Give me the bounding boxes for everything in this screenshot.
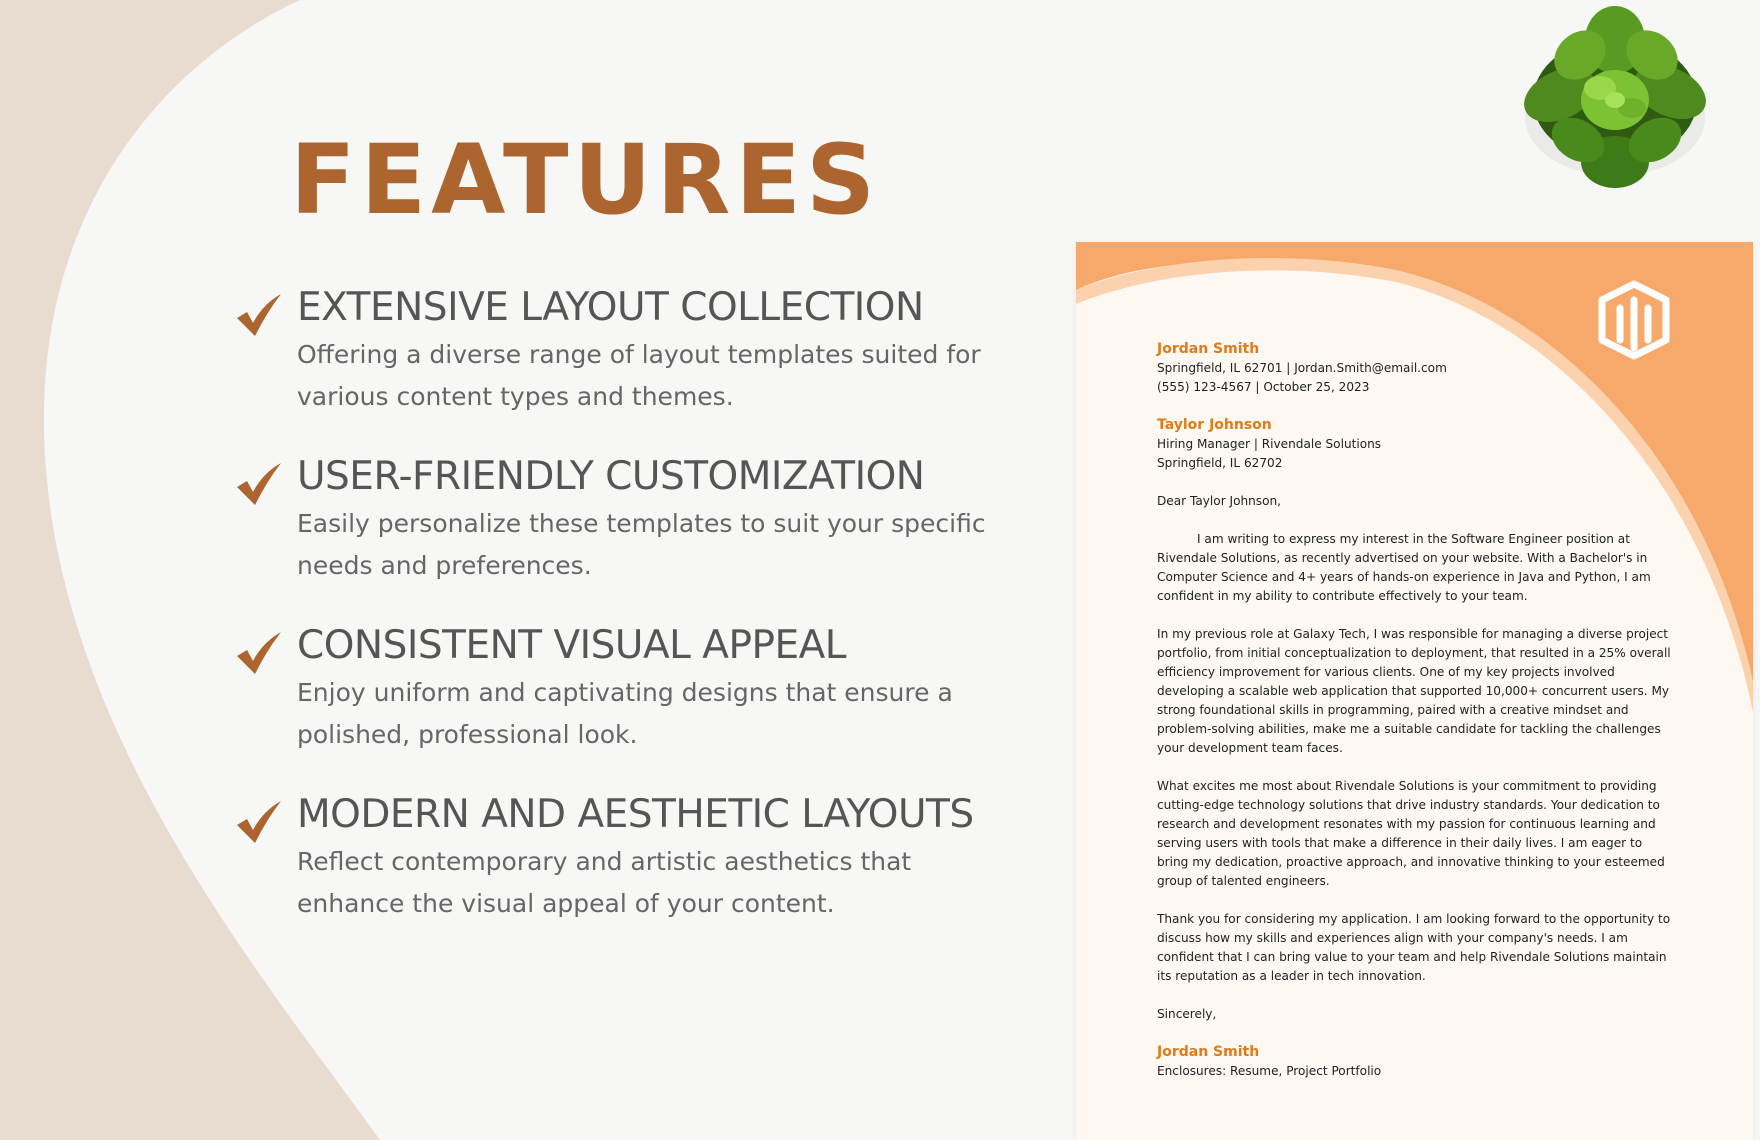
feature-description: Offering a diverse range of layout templates suited for various content types and themes. <box>297 340 981 411</box>
feature-description: Easily personalize these templates to suit your specific needs and preferences. <box>297 509 986 580</box>
feature-item <box>235 620 1035 789</box>
feature-description: Reflect contemporary and artistic aesthetics that enhance the visual appeal of your content. <box>297 847 912 918</box>
feature-title: EXTENSIVE LAYOUT COLLECTION <box>297 285 924 330</box>
feature-title: CONSISTENT VISUAL APPEAL <box>297 623 847 668</box>
succulent-plant-image <box>1510 0 1720 200</box>
feature-title: USER-FRIENDLY CUSTOMIZATION <box>297 454 925 499</box>
feature-description: Enjoy uniform and captivating designs that ensure a polished, professional look. <box>297 678 953 749</box>
feature-item <box>235 789 1035 958</box>
letter-paragraph: In my previous role at Galaxy Tech, I was responsible for managing a diverse project portfolio, from initial conceptualization to deployment, that resulted in a 25% overall efficiency improvement for various clients. One of my key projects involved developing a scalable web application that supported 10,000+ concurrent users. My strong foundational skills in programming, paired with a creative mindset and problem-solving abilities, make me a suitable candidate for tackling the challenges your development team faces. <box>1157 627 1671 755</box>
sender-contact: (555) 123-4567 | October 25, 2023 <box>1157 380 1370 394</box>
checkmark-icon <box>235 459 283 507</box>
enclosures: Enclosures: Resume, Project Portfolio <box>1157 1064 1382 1078</box>
feature-title: MODERN AND AESTHETIC LAYOUTS <box>297 792 974 837</box>
feature-item <box>235 451 1035 620</box>
recipient-name: Taylor Johnson <box>1157 417 1272 433</box>
salutation: Dear Taylor Johnson, <box>1157 494 1282 508</box>
features-title: FEATURES <box>290 124 881 236</box>
cover-letter-page <box>1076 242 1753 1140</box>
signature-name: Jordan Smith <box>1157 1044 1260 1060</box>
checkmark-icon <box>235 797 283 845</box>
sender-address: Springfield, IL 62701 | Jordan.Smith@email.com <box>1157 361 1447 375</box>
letter-body <box>1157 340 1672 1081</box>
features-list <box>235 282 1035 958</box>
checkmark-icon <box>235 628 283 676</box>
recipient-address: Springfield, IL 62702 <box>1157 456 1283 470</box>
recipient-title: Hiring Manager | Rivendale Solutions <box>1157 437 1382 451</box>
closing: Sincerely, <box>1157 1007 1217 1021</box>
letter-paragraph: What excites me most about Rivendale Solutions is your commitment to providing cutting-edge technology solutions that drive industry standards. Your dedication to research and development resonates with my passion for continuous learning and serving users with tools that make a difference in their daily lives. I am eager to bring my dedication, proactive approach, and innovative thinking to your esteemed group of talented engineers. <box>1157 779 1665 888</box>
feature-item <box>235 282 1035 451</box>
letter-paragraph: Thank you for considering my application. I am looking forward to the opportunity to discuss how my skills and experiences align with your company's needs. I am confident that I can bring value to your team and help Rivendale Solutions maintain its reputation as a leader in tech innovation. <box>1157 912 1671 983</box>
letter-paragraph <box>1157 530 1672 606</box>
sender-name: Jordan Smith <box>1157 341 1260 357</box>
paragraph-text: I am writing to express my interest in the Software Engineer position at Rivendale Solutions, as recently advertised on your website. With a Bachelor's in Computer Science and 4+ years of hands-on experience in Java and Python, I am confident in my ability to contribute effectively to your team. <box>1157 532 1651 603</box>
checkmark-icon <box>235 290 283 338</box>
